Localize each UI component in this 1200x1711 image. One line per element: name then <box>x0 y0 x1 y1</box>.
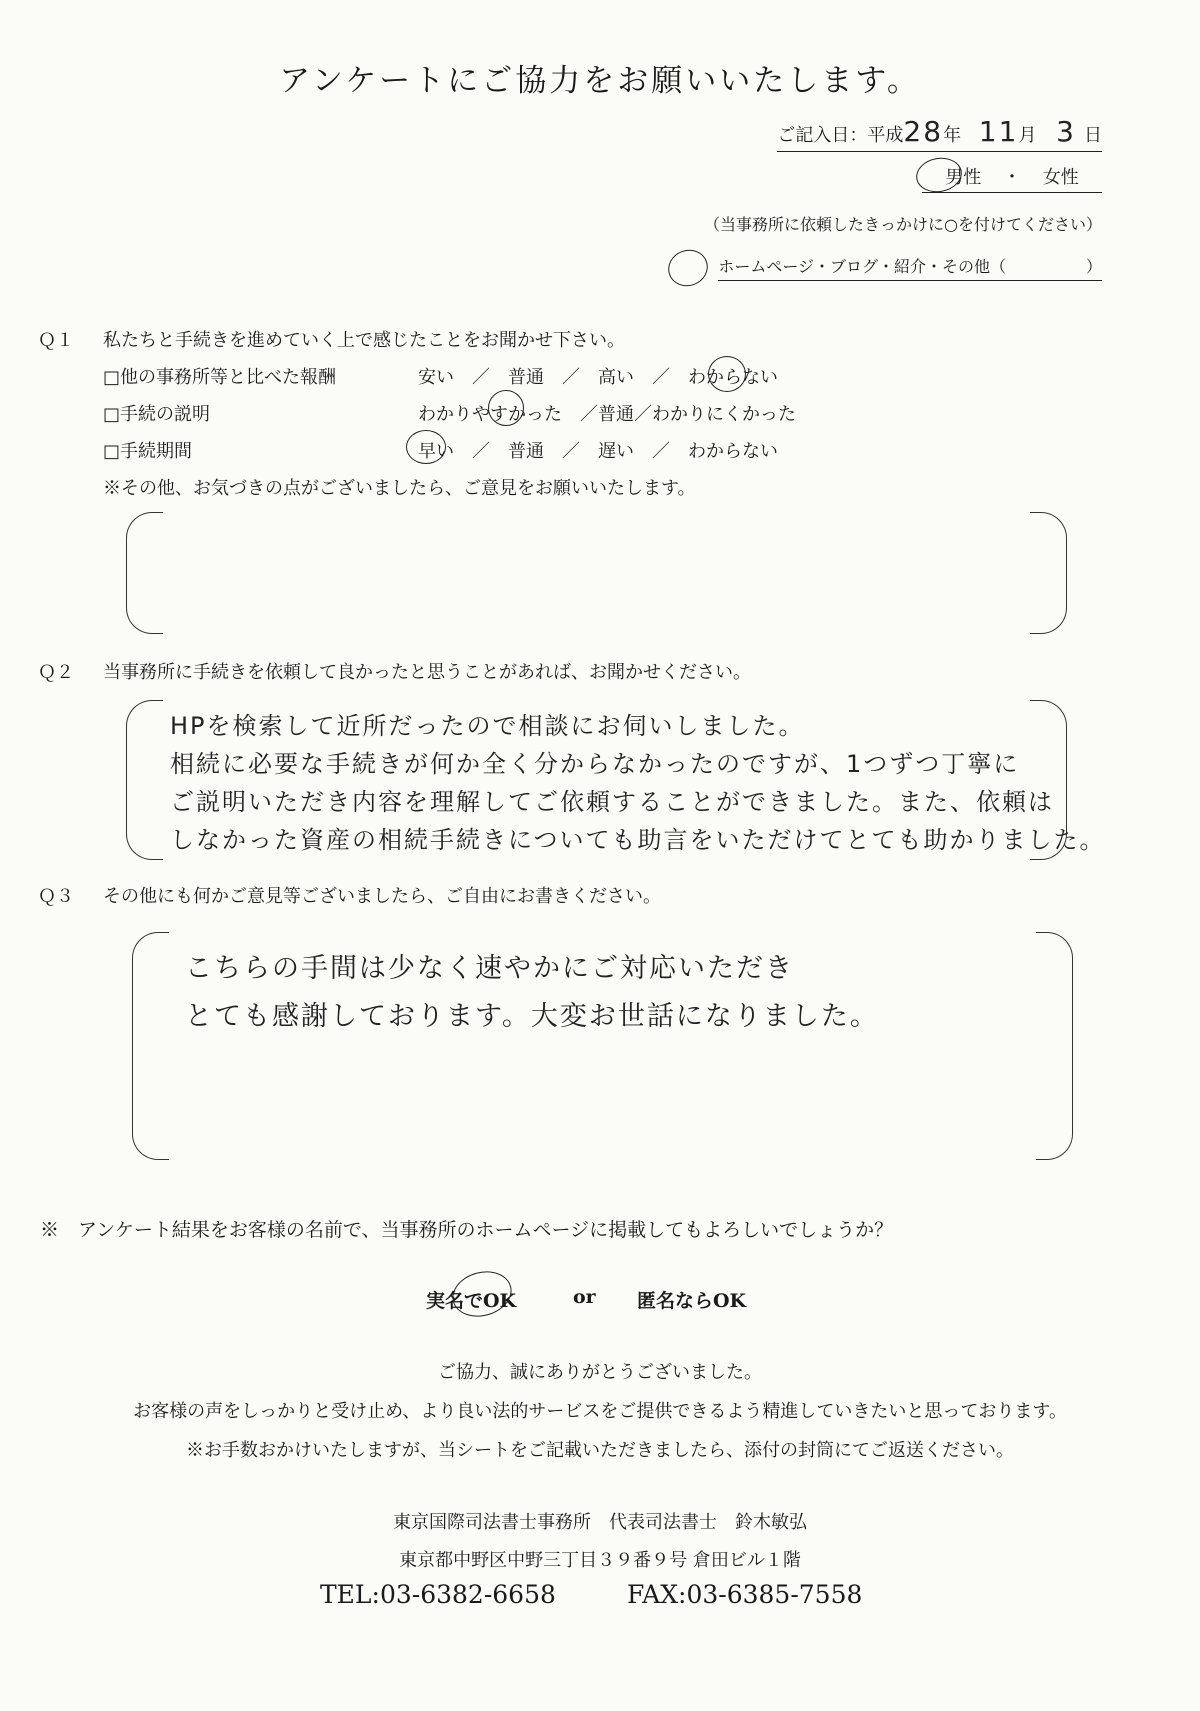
q1-box-right-bracket <box>1030 512 1067 634</box>
gender-male[interactable]: 男性 <box>945 167 982 188</box>
q1-question: 私たちと手続きを進めていく上で感じたことをお聞かせ下さい。 <box>103 330 625 351</box>
q1-row-period-options[interactable]: 早い ／ 普通 ／ 遅い ／ わからない <box>418 441 778 462</box>
q3-question: その他にも何かご意見等ございましたら、ご自由にお書きください。 <box>103 886 661 907</box>
day-unit: 日 <box>1084 125 1102 146</box>
q1-row-fee-options[interactable]: 安い ／ 普通 ／ 高い ／ わからない <box>418 367 778 388</box>
q2-box-left-bracket <box>126 700 163 860</box>
trigger-options[interactable]: ホームページ・ブログ・紹介・その他（ ） <box>718 254 1102 281</box>
year-unit: 年 <box>943 125 962 146</box>
q3-answer-line-2: とても感謝しております。大変お世話になりました。 <box>185 1001 879 1032</box>
period-circle-mark <box>406 430 446 464</box>
closing-line-2: お客様の声をしっかりと受け止め、より良い法的サービスをご提供できるよう精進していきたいと思っております。 <box>133 1401 1067 1422</box>
q2-answer-line-2: 相続に必要な手続きが何か全く分からなかったのですが、1つずつ丁寧に <box>170 750 1020 778</box>
trigger-circle-mark <box>663 244 713 292</box>
explanation-circle-mark <box>488 390 524 426</box>
gender-female[interactable]: 女性 <box>1042 167 1079 188</box>
date-month: 11 <box>978 115 1019 148</box>
date-day: 3 <box>1056 115 1076 148</box>
q3-answer-line-1: こちらの手間は少なく速やかにご対応いただき <box>185 953 794 984</box>
q2-question: 当事務所に手続きを依頼して良かったと思うことがあれば、お聞かせください。 <box>103 662 751 683</box>
q2-label: Ｑ２ <box>38 662 74 683</box>
office-tel: TEL:03-6382-6658 <box>320 1580 556 1609</box>
q1-row-period-item[interactable]: □手続期間 <box>103 441 193 462</box>
gender-separator: ・ <box>1003 167 1021 188</box>
q2-answer-line-1: HPを検索して近所だったので相談にお伺いしました。 <box>170 712 805 740</box>
month-unit: 月 <box>1018 125 1037 146</box>
publish-circle-mark <box>447 1265 516 1323</box>
q3-box-left-bracket <box>132 932 169 1160</box>
date-label: ご記入日：平成 <box>777 125 904 146</box>
q3-box-right-bracket <box>1036 932 1073 1160</box>
q1-row-fee-item[interactable]: □他の事務所等と比べた報酬 <box>103 367 337 388</box>
office-fax: FAX:03-6385-7558 <box>627 1580 863 1609</box>
fee-circle-mark <box>708 356 746 392</box>
publish-or: or <box>573 1286 596 1308</box>
q1-row-explanation-options[interactable]: わかりやすかった ／普通／わかりにくかった <box>418 404 796 425</box>
date-year: 28 <box>903 115 944 148</box>
q1-row-explanation-item[interactable]: □手続の説明 <box>103 404 211 425</box>
publish-option-real-name[interactable]: 実名でOK <box>426 1290 517 1312</box>
closing-thanks: ご協力、誠にありがとうございました。 <box>438 1362 762 1383</box>
office-name: 東京国際司法書士事務所 代表司法書士 鈴木敏弘 <box>393 1512 807 1533</box>
page-title: アンケートにご協力をお願いいたします。 <box>279 63 921 99</box>
q2-answer-line-4: しなかった資産の相続手続きについても助言をいただけてとても助かりました。 <box>170 826 1106 854</box>
closing-line-3: ※お手数おかけいたしますが、当シートをご記載いただきましたら、添付の封筒にてご返送ください。 <box>186 1440 1014 1461</box>
q1-box-left-bracket <box>126 512 163 634</box>
publish-question: ※ アンケート結果をお客様の名前で、当事務所のホームページに掲載してもよろしいでしょうか？ <box>40 1219 894 1241</box>
q2-answer-line-3: ご説明いただき内容を理解してご依頼することができました。また、依頼は <box>170 788 1054 816</box>
q3-label: Ｑ３ <box>38 886 74 907</box>
q1-label: Ｑ１ <box>38 330 74 351</box>
publish-option-anonymous[interactable]: 匿名ならOK <box>637 1290 747 1312</box>
office-address: 東京都中野区中野三丁目３９番９号 倉田ビル１階 <box>399 1550 801 1571</box>
q1-note: ※その他、お気づきの点がございましたら、ご意見をお願いいたします。 <box>103 478 696 499</box>
entry-date <box>777 115 1102 152</box>
trigger-prompt: （当事務所に依頼したきっかけに○を付けてください） <box>704 215 1102 234</box>
